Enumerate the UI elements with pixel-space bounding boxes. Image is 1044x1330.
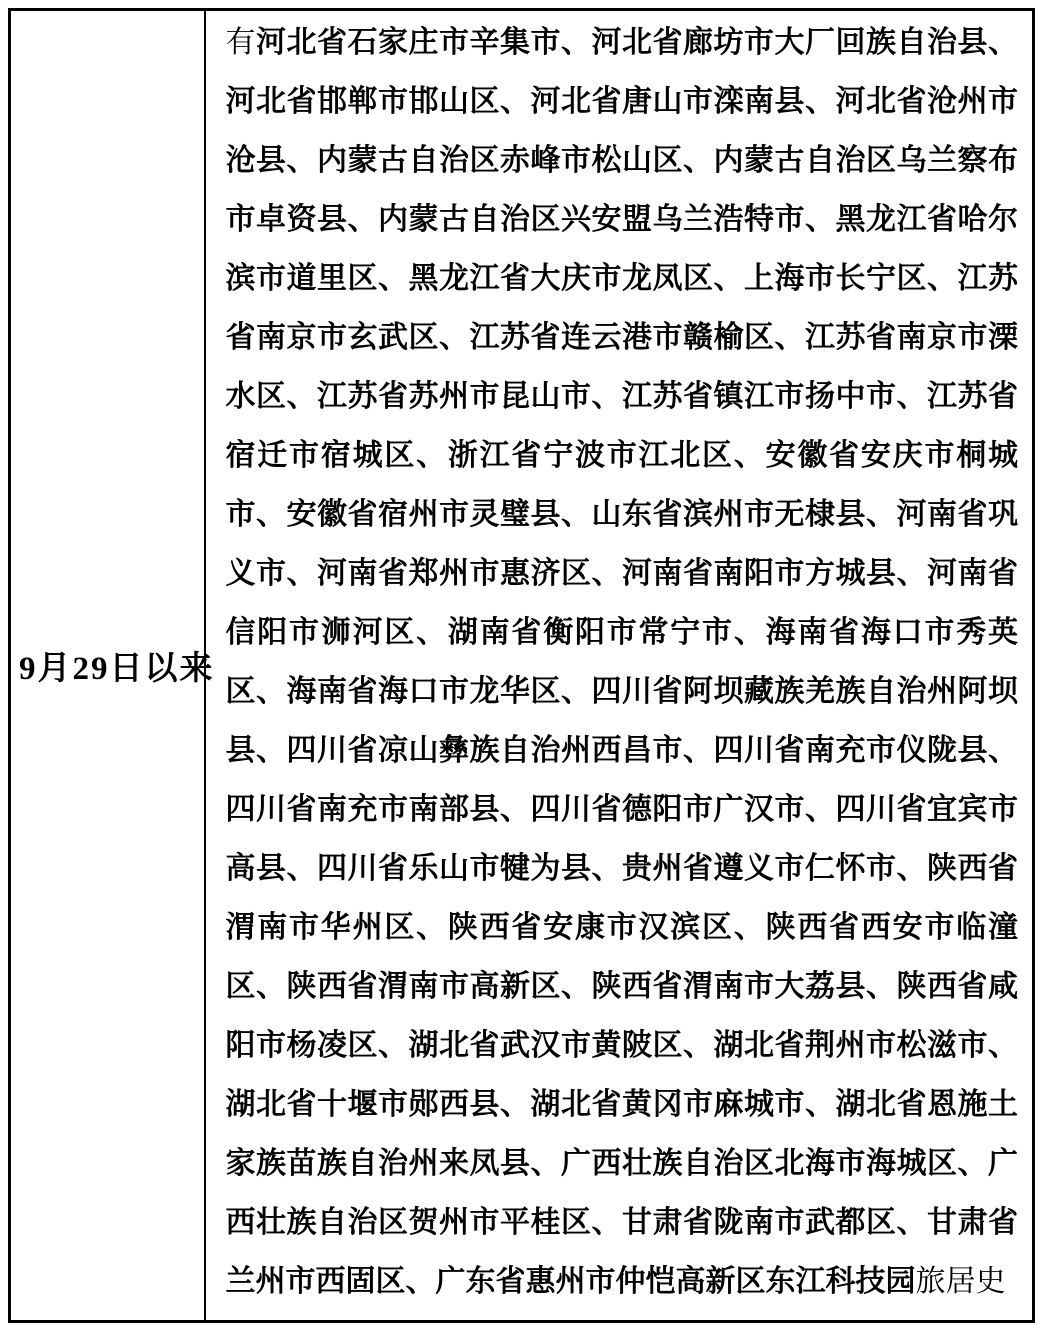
history-locations: 河北省石家庄市辛集市、河北省廊坊市大厂回族自治县、河北省邯郸市邯山区、河北省唐山市滦南县、河北省沧州市沧县、内蒙古自治区赤峰市松山区、内蒙古自治区乌兰察布市卓资县、内蒙古自治区兴安盟乌兰浩特市、黑龙江省哈尔滨市道里区、黑龙江省大庆市龙凤区、上海市长宁区、江苏省南京市玄武区、江苏省连云港市赣榆区、江苏省南京市溧水区、江苏省苏州市昆山市、江苏省镇江市扬中市、江苏省宿迁市宿城区、浙江省宁波市江北区、安徽省安庆市桐城市、安徽省宿州市灵璧县、山东省滨州市无棣县、河南省巩义市、河南省郑州市惠济区、河南省南阳市方城县、河南省信阳市浉河区、湖南省衡阳市常宁市、海南省海口市秀英区、海南省海口市龙华区、四川省阿坝藏族羌族自治州阿坝县、四川省凉山彝族自治州西昌市、四川省南充市仪陇县、四川省南充市南部县、四川省德阳市广汉市、四川省宜宾市高县、四川省乐山市犍为县、贵州省遵义市仁怀市、陕西省渭南市华州区、陕西省安康市汉滨区、陕西省西安市临潼区、陕西省渭南市高新区、陕西省渭南市大荔县、陕西省咸阳市杨凌区、湖北省武汉市黄陂区、湖北省荆州市松滋市、湖北省十堰市郧西县、湖北省黄冈市麻城市、湖北省恩施土家族苗族自治州来凤县、广西壮族自治区北海市海城区、广西壮族自治区贺州市平桂区、甘肃省陇南市武都区、甘肃省兰州市西固区、广东省惠州市仲恺高新区东江科技园	[225, 26, 1018, 1298]
travel-history-text	[226, 13, 1019, 1311]
travel-history-cell	[205, 10, 1034, 1322]
travel-history-table	[8, 8, 1035, 1323]
period-label: 9月29日以来	[19, 651, 215, 687]
period-cell	[10, 10, 215, 1322]
history-suffix: 旅居史	[915, 1265, 1006, 1298]
table-row	[10, 10, 1034, 1322]
history-prefix: 有	[225, 26, 256, 59]
